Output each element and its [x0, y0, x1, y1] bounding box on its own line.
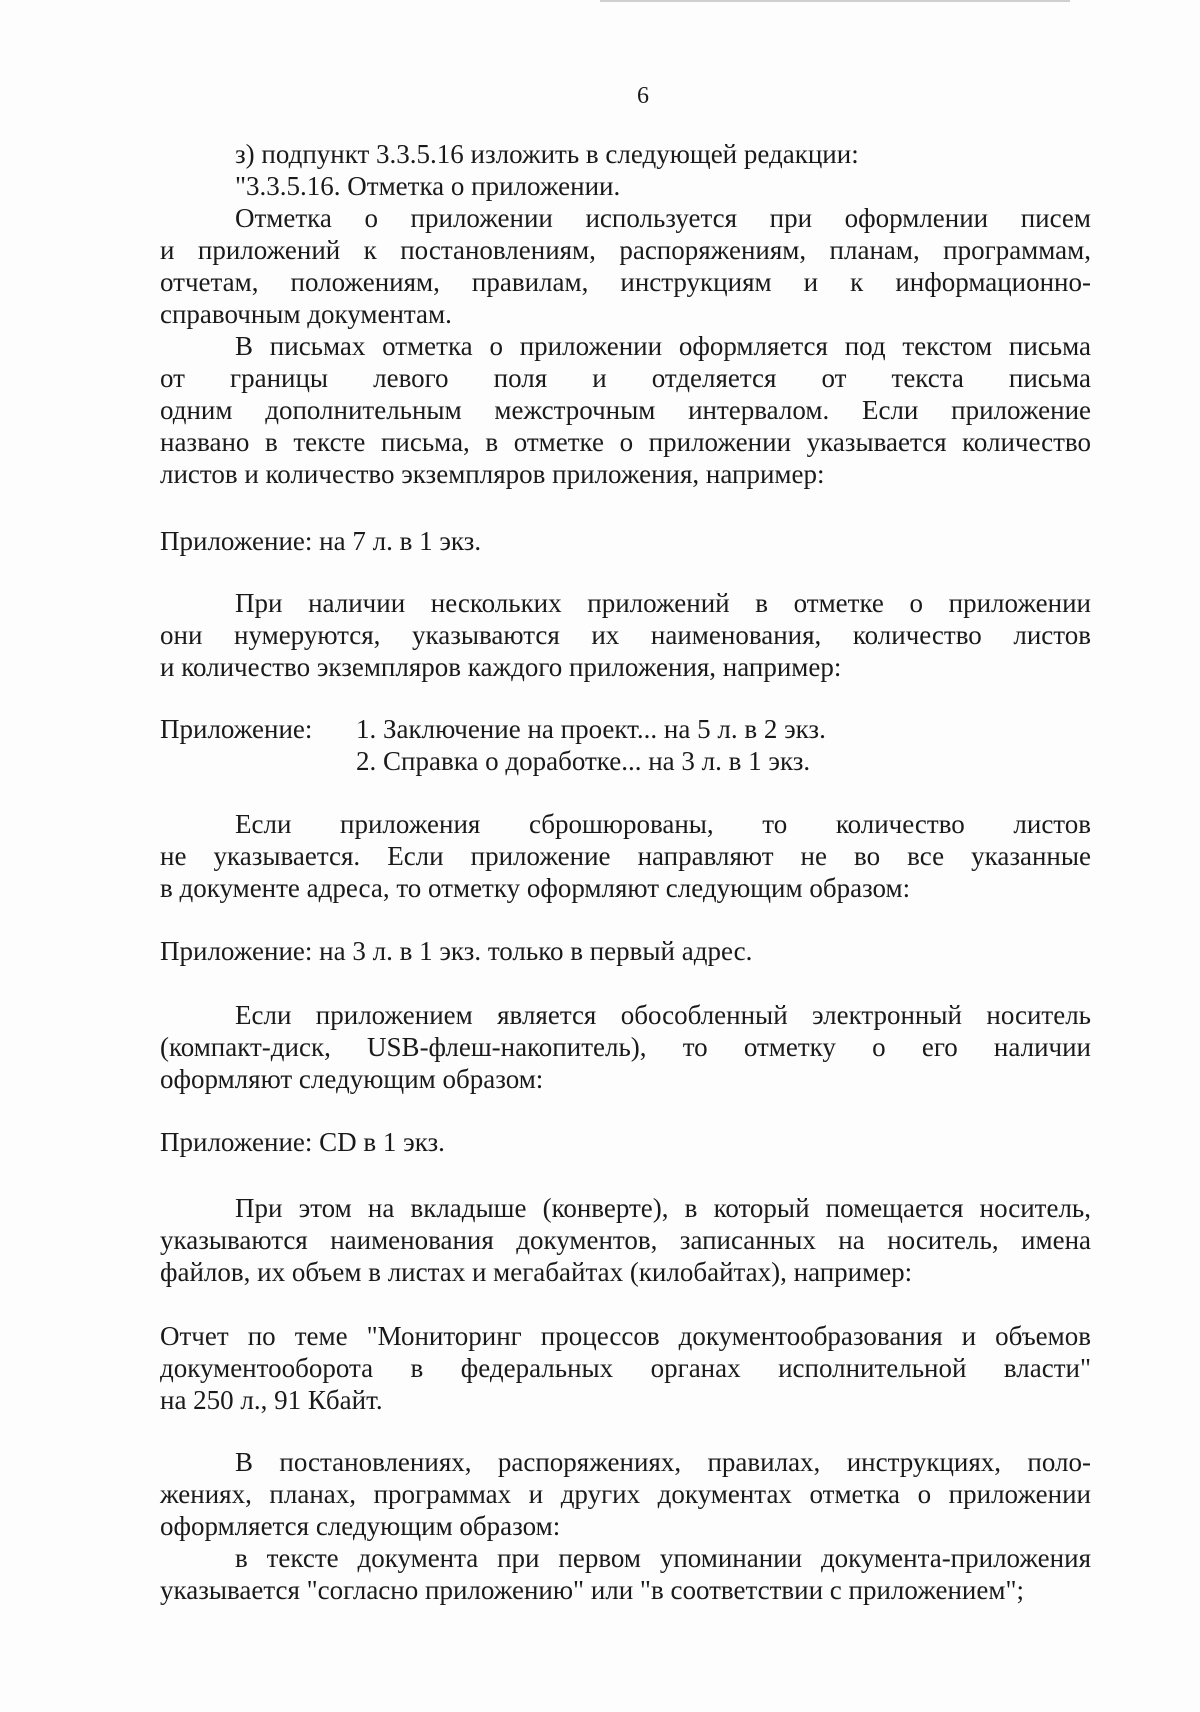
example-multiple-attachments [160, 713, 1091, 777]
text-line: Приложение: на 7 л. в 1 экз. [160, 526, 482, 556]
text-line: одним дополнительным межстрочным интервалом. Если приложение [160, 395, 1091, 425]
text-line: в тексте документа при первом упоминании документа-приложения [235, 1543, 1091, 1573]
example-single-attachment [160, 525, 1091, 557]
example-first-address [160, 935, 1091, 967]
text-line: оформляют следующим образом: [160, 1064, 544, 1094]
paragraph-definition [160, 202, 1091, 330]
text-line: не указывается. Если приложение направляют не во все указанные [160, 841, 1091, 871]
text-line: В письмах отметка о приложении оформляется под текстом письма [235, 331, 1091, 361]
text-line: указываются наименования документов, записанных на носитель, имена [160, 1225, 1091, 1255]
attachment-list [356, 713, 826, 777]
text-line: названо в тексте письма, в отметке о приложении указывается количество [160, 427, 1091, 457]
text-line: Отчет по теме "Мониторинг процессов документообразования и объемов [160, 1321, 1091, 1351]
paragraph-bound-attachments [160, 808, 1091, 904]
text-line: и приложений к постановлениям, распоряжениям, планам, программам, [160, 235, 1091, 265]
text-line: в документе адреса, то отметку оформляют следующим образом: [160, 873, 911, 903]
text-line: "3.3.5.16. Отметка о приложении. [235, 171, 621, 201]
text-line: оформляется следующим образом: [160, 1511, 561, 1541]
text-line: листов и количество экземпляров приложения, например: [160, 459, 825, 489]
scan-top-edge [600, 0, 1070, 2]
text-line: Приложение: на 3 л. в 1 экз. только в первый адрес. [160, 936, 753, 966]
text-line: от границы левого поля и отделяется от текста письма [160, 363, 1091, 393]
paragraph-electronic-media [160, 999, 1091, 1095]
example-cd [160, 1126, 1091, 1158]
paragraph-first-mention [160, 1542, 1091, 1606]
text-line: файлов, их объем в листах и мегабайтах (килобайтах), например: [160, 1257, 913, 1287]
example-report [160, 1320, 1091, 1416]
paragraph-subpoint-intro [160, 138, 1091, 202]
paragraph-multiple-attachments [160, 587, 1091, 683]
paragraph-letters [160, 330, 1091, 490]
text-line: Отметка о приложении используется при оформлении писем [235, 203, 1091, 233]
text-line: справочным документам. [160, 299, 452, 329]
text-line: Если приложением является обособленный электронный носитель [235, 1000, 1091, 1030]
paragraph-insert-envelope [160, 1192, 1091, 1288]
text-line: они нумеруются, указываются их наименования, количество листов [160, 620, 1091, 650]
list-item: 1. Заключение на проект... на 5 л. в 2 экз. [356, 714, 826, 744]
text-line: з) подпункт 3.3.5.16 изложить в следующей редакции: [235, 139, 859, 169]
list-item: 2. Справка о доработке... на 3 л. в 1 экз. [356, 746, 811, 776]
paragraph-regulations [160, 1446, 1091, 1542]
text-line: В постановлениях, распоряжениях, правилах, инструкциях, поло- [235, 1447, 1091, 1477]
page-number: 6 [637, 83, 649, 109]
text-line: указывается "согласно приложению" или "в соответствии с приложением"; [160, 1575, 1024, 1605]
text-line: документооборота в федеральных органах исполнительной власти" [160, 1353, 1091, 1383]
text-line: отчетам, положениям, правилам, инструкциям и к информационно- [160, 267, 1091, 297]
text-line: Если приложения сброшюрованы, то количество листов [235, 809, 1091, 839]
attachment-label: Приложение: [160, 714, 313, 744]
text-line: При наличии нескольких приложений в отметке о приложении [235, 588, 1091, 618]
text-line: жениях, планах, программах и других документах отметка о приложении [160, 1479, 1091, 1509]
text-line: (компакт-диск, USB-флеш-накопитель), то отметку о его наличии [160, 1032, 1091, 1062]
text-line: и количество экземпляров каждого приложения, например: [160, 652, 842, 682]
text-line: на 250 л., 91 Кбайт. [160, 1385, 383, 1415]
text-line: Приложение: CD в 1 экз. [160, 1127, 445, 1157]
text-line: При этом на вкладыше (конверте), в который помещается носитель, [235, 1193, 1091, 1223]
